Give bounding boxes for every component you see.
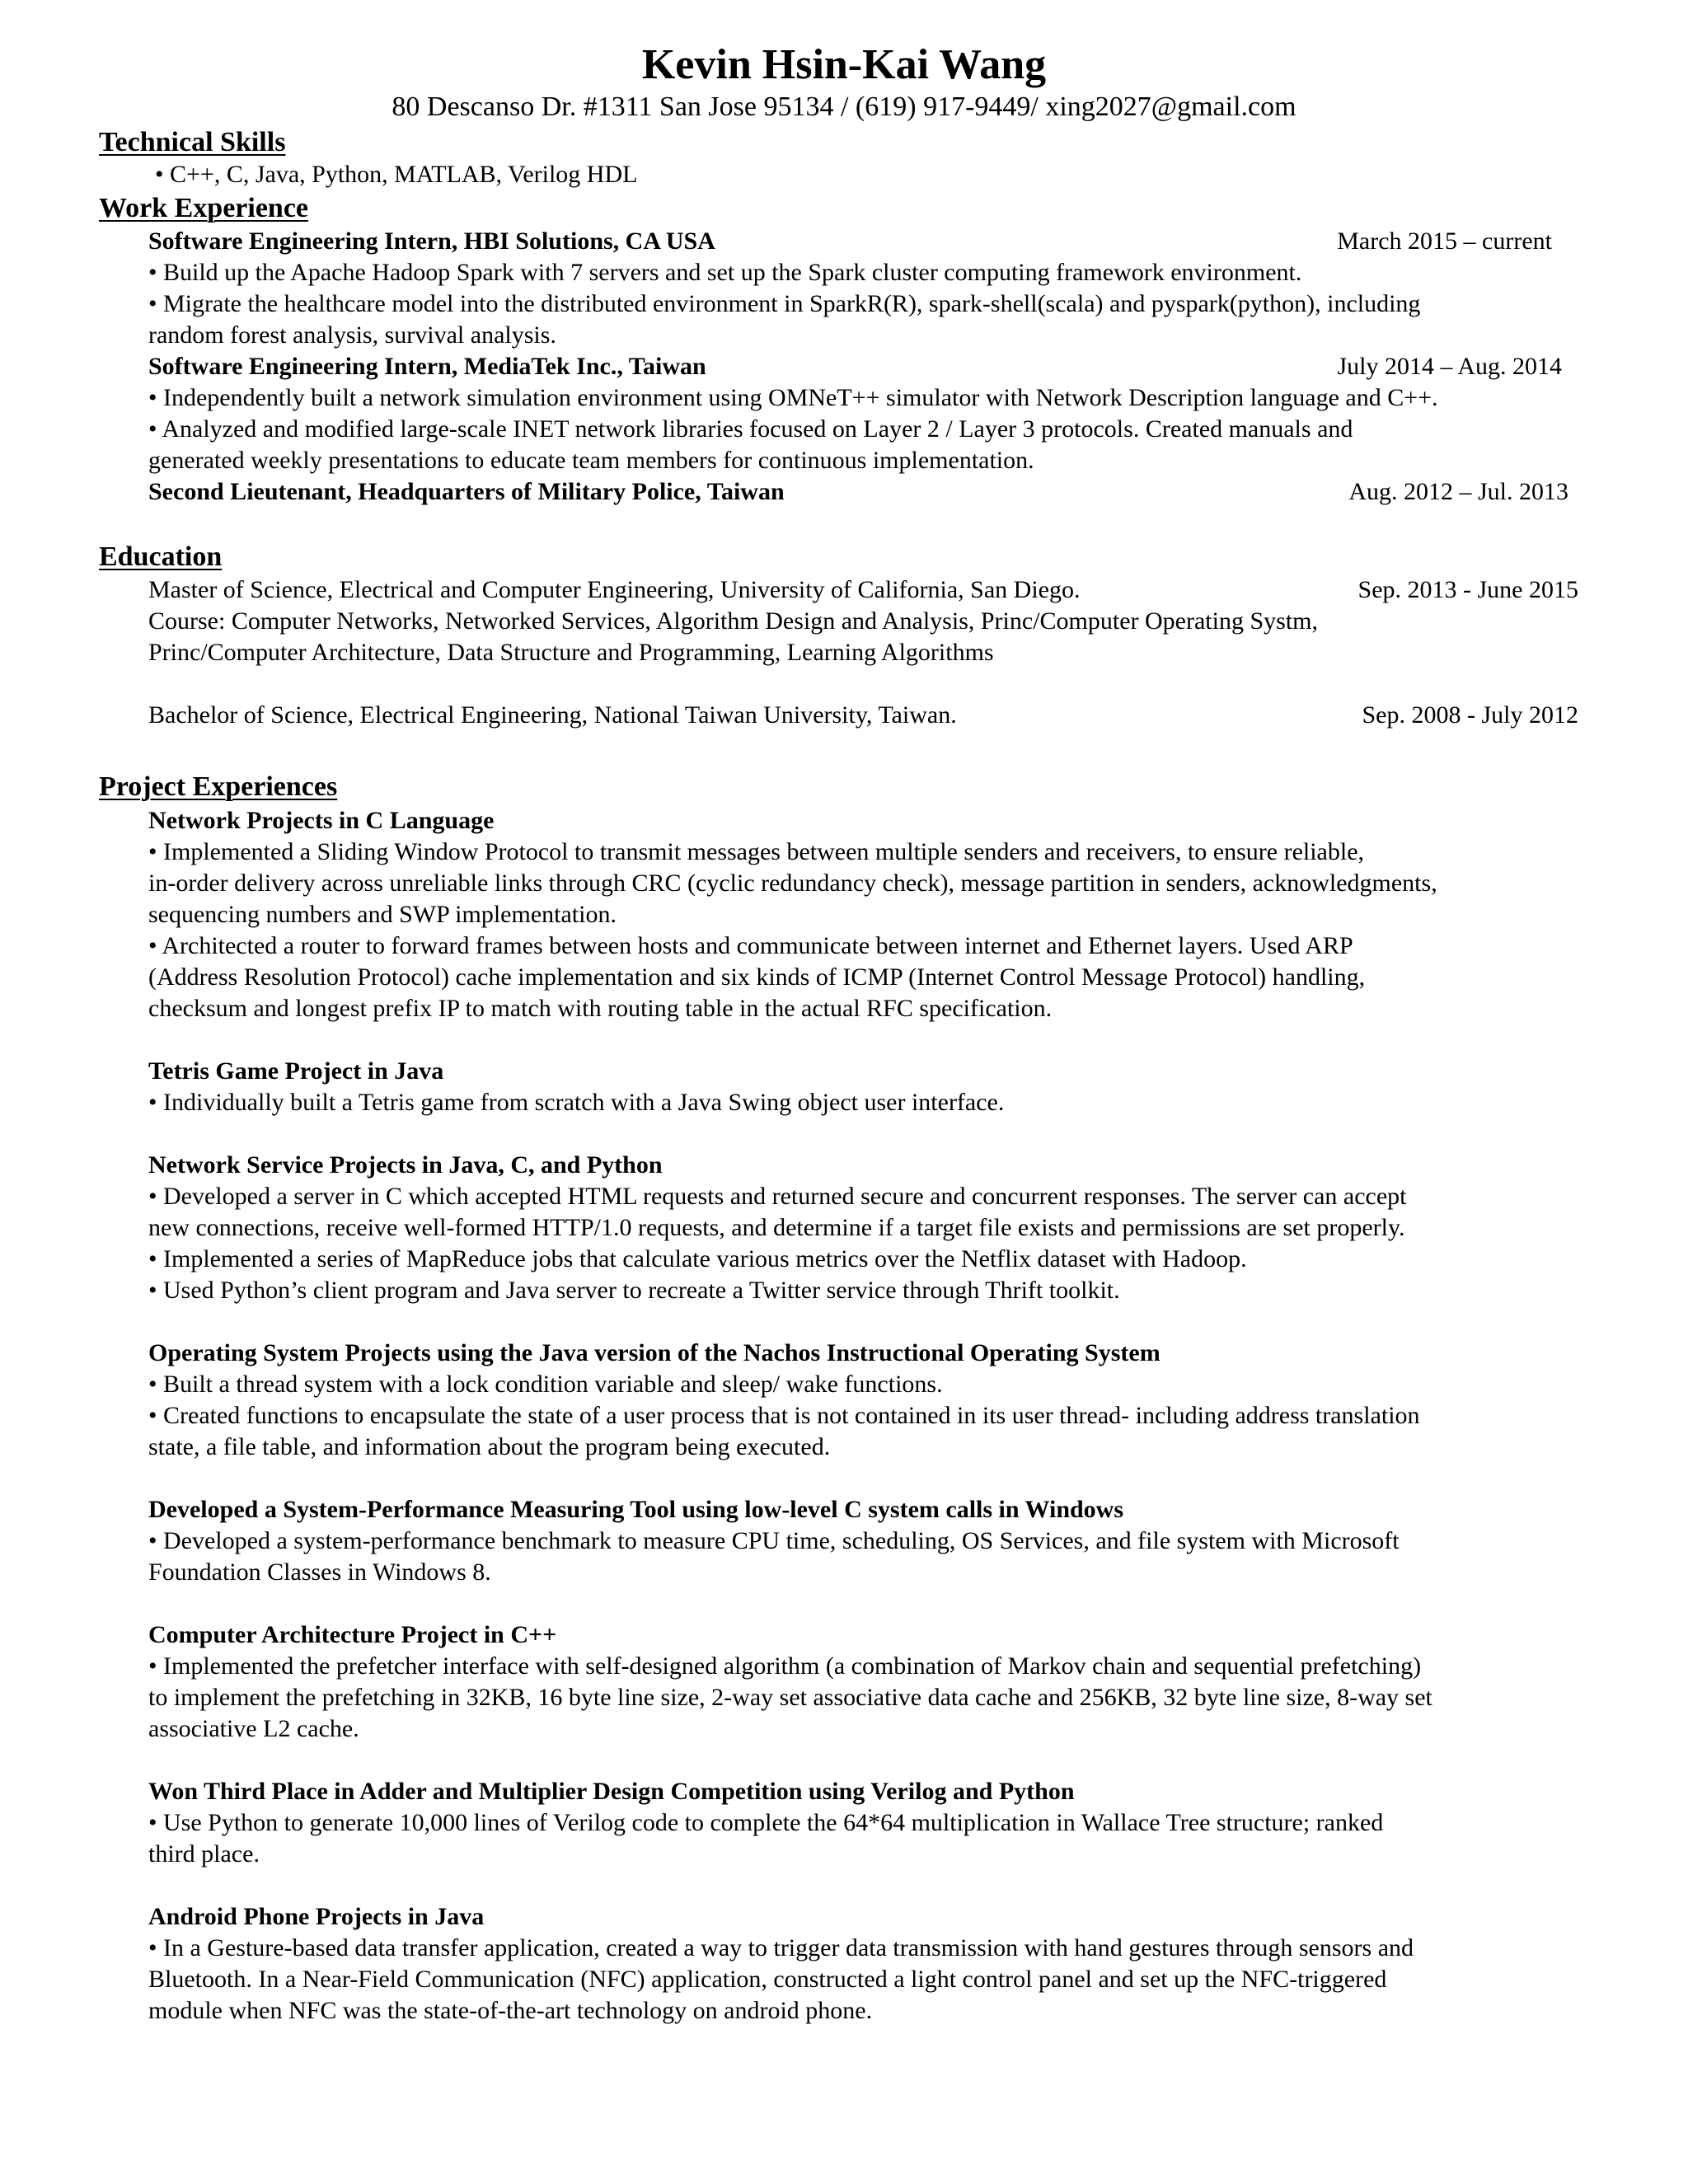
project-detail-line: associative L2 cache. (148, 1715, 359, 1742)
project-detail-line: • Individually built a Tetris game from scratch with a Java Swing object user interface. (148, 1089, 1005, 1116)
project-detail-line: • Built a thread system with a lock condition variable and sleep/ wake functions. (148, 1371, 943, 1398)
project-detail-line: • Developed a server in C which accepted HTML requests and returned secure and concurrent responses. The server can accept (148, 1183, 1407, 1210)
project-detail-line: Foundation Classes in Windows 8. (148, 1558, 491, 1586)
job-detail-line: • Analyzed and modified large-scale INET network libraries focused on Layer 2 / Layer 3 protocols. Created manuals and (148, 415, 1353, 443)
project-detail-line: • Used Python’s client program and Java server to recreate a Twitter service through Thrift toolkit. (148, 1277, 1120, 1304)
section-heading-project-experiences: Project Experiences (99, 771, 338, 802)
section-heading-technical-skills: Technical Skills (99, 127, 286, 157)
project-detail-line: • Architected a router to forward frames between hosts and communicate between internet and Ethernet layers. Used ARP (148, 932, 1353, 959)
project-detail-line: • Developed a system-performance benchmark to measure CPU time, scheduling, OS Services, and file system with Microsoft (148, 1527, 1400, 1554)
degree-bs-dates: Sep. 2008 - July 2012 (1362, 701, 1578, 729)
course-line: Princ/Computer Architecture, Data Structure and Programming, Learning Algorithms (148, 639, 994, 666)
project-title: Won Third Place in Adder and Multiplier Design Competition using Verilog and Python (148, 1778, 1075, 1805)
degree-ms-dates: Sep. 2013 - June 2015 (1357, 576, 1578, 603)
job-dates: Aug. 2012 – Jul. 2013 (1348, 478, 1568, 505)
project-detail-line: Bluetooth. In a Near-Field Communication (NFC) application, constructed a light control panel and set up the NFC-triggered (148, 1966, 1387, 1993)
project-detail-line: • Created functions to encapsulate the state of a user process that is not contained in its user thread- including address translation (148, 1402, 1420, 1429)
section-heading-education: Education (99, 541, 223, 572)
project-title: Developed a System-Performance Measuring Tool using low-level C system calls in Windows (148, 1496, 1124, 1523)
contact-line: 80 Descanso Dr. #1311 San Jose 95134 / (619) 917-9449/ xing2027@gmail.com (392, 91, 1296, 122)
project-detail-line: • Implemented the prefetcher interface with self-designed algorithm (a combination of Markov chain and sequential prefetching) (148, 1652, 1422, 1680)
project-title: Network Service Projects in Java, C, and Python (148, 1151, 663, 1179)
degree-bs: Bachelor of Science, Electrical Engineering, National Taiwan University, Taiwan. (148, 701, 957, 729)
job-detail-line: generated weekly presentations to educate team members for continuous implementation. (148, 447, 1034, 474)
project-detail-line: • In a Gesture-based data transfer application, created a way to trigger data transmission with hand gestures through sensors and (148, 1934, 1414, 1961)
section-heading-work-experience: Work Experience (99, 193, 309, 223)
job-title: Software Engineering Intern, MediaTek Inc., Taiwan (148, 353, 706, 380)
project-title: Computer Architecture Project in C++ (148, 1621, 557, 1648)
job-detail-line: • Build up the Apache Hadoop Spark with 7 servers and set up the Spark cluster computing framework environment. (148, 259, 1302, 286)
job-title: Second Lieutenant, Headquarters of Military Police, Taiwan (148, 478, 785, 505)
project-detail-line: new connections, receive well-formed HTTP/1.0 requests, and determine if a target file exists and permissions are set properly. (148, 1214, 1405, 1241)
project-detail-line: • Implemented a Sliding Window Protocol to transmit messages between multiple senders and receivers, to ensure reliable, (148, 838, 1365, 865)
project-detail-line: • Implemented a series of MapReduce jobs that calculate various metrics over the Netflix dataset with Hadoop. (148, 1245, 1247, 1272)
project-detail-line: • Use Python to generate 10,000 lines of Verilog code to complete the 64*64 multiplication in Wallace Tree structure; ranked (148, 1809, 1384, 1836)
project-title: Operating System Projects using the Java version of the Nachos Instructional Operating System (148, 1339, 1160, 1366)
skills-list: • C++, C, Java, Python, MATLAB, Verilog HDL (155, 161, 638, 188)
project-detail-line: third place. (148, 1840, 260, 1868)
project-detail-line: (Address Resolution Protocol) cache implementation and six kinds of ICMP (Internet Control Message Protocol) handling, (148, 963, 1366, 991)
job-detail-line: • Migrate the healthcare model into the distributed environment in SparkR(R), spark-shell(scala) and pyspark(python), including (148, 290, 1421, 317)
degree-ms: Master of Science, Electrical and Computer Engineering, University of California, San Diego. (148, 576, 1081, 603)
job-detail-line: random forest analysis, survival analysis. (148, 321, 556, 349)
project-title: Android Phone Projects in Java (148, 1903, 485, 1930)
project-detail-line: to implement the prefetching in 32KB, 16 byte line size, 2-way set associative data cache and 256KB, 32 byte line size, 8-way set (148, 1684, 1432, 1711)
project-title: Tetris Game Project in Java (148, 1057, 444, 1085)
job-detail-line: • Independently built a network simulation environment using OMNeT++ simulator with Network Description language and C++. (148, 384, 1438, 411)
project-detail-line: in-order delivery across unreliable links through CRC (cyclic redundancy check), message partition in senders, acknowledgments, (148, 869, 1437, 897)
project-title: Network Projects in C Language (148, 807, 495, 834)
job-dates: March 2015 – current (1337, 227, 1552, 255)
project-detail-line: state, a file table, and information about the program being executed. (148, 1433, 831, 1460)
candidate-name: Kevin Hsin-Kai Wang (641, 41, 1047, 88)
project-detail-line: sequencing numbers and SWP implementation. (148, 901, 617, 928)
project-detail-line: checksum and longest prefix IP to match with routing table in the actual RFC specification. (148, 995, 1053, 1022)
project-detail-line: module when NFC was the state-of-the-art technology on android phone. (148, 1997, 873, 2024)
course-line: Course: Computer Networks, Networked Services, Algorithm Design and Analysis, Princ/Computer Operating Systm, (148, 607, 1318, 635)
job-title: Software Engineering Intern, HBI Solutions, CA USA (148, 227, 715, 255)
job-dates: July 2014 – Aug. 2014 (1337, 353, 1562, 380)
